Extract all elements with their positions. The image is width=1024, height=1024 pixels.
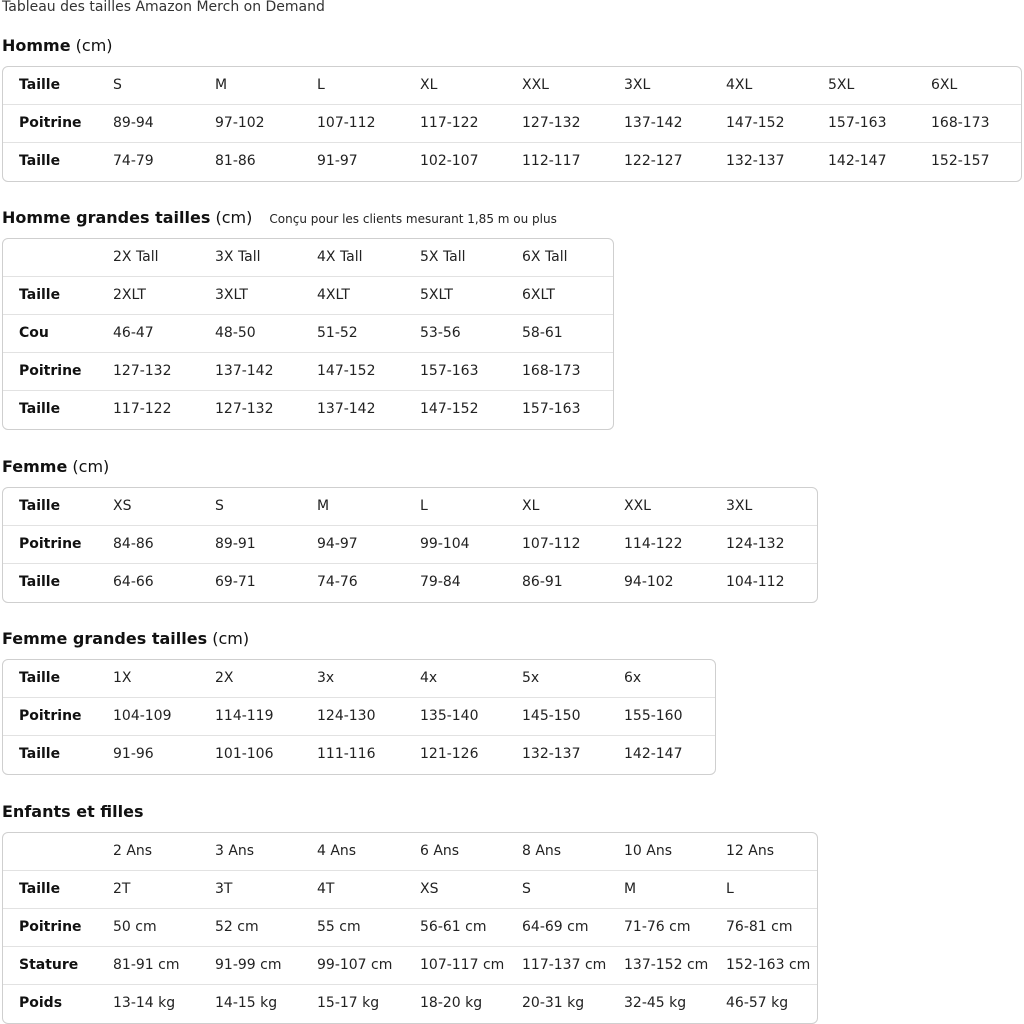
table-cell: 55 cm: [317, 919, 361, 935]
table-row: [3, 564, 817, 602]
table-cell: 89-91: [215, 536, 256, 552]
table-cell: 145-150: [522, 708, 581, 724]
section-unit: (cm): [72, 457, 110, 476]
row-header: Taille: [19, 670, 61, 686]
table-row: [3, 909, 817, 947]
table-cell: L: [420, 498, 428, 514]
table-cell: 117-122: [420, 115, 479, 131]
section-unit: (cm): [215, 208, 253, 227]
table-cell: 91-96: [113, 746, 154, 762]
section-heading-femme: [2, 457, 109, 476]
table-cell: 104-109: [113, 708, 172, 724]
table-cell: 74-79: [113, 153, 154, 169]
row-header: Taille: [19, 881, 61, 897]
table-cell: 71-76 cm: [624, 919, 691, 935]
row-header: Cou: [19, 325, 49, 341]
table-cell: 50 cm: [113, 919, 157, 935]
table-cell: 4XLT: [317, 287, 350, 303]
table-cell: 91-97: [317, 153, 358, 169]
table-cell: 168-173: [522, 363, 581, 379]
table-cell: 127-132: [215, 401, 274, 417]
table-cell: 53-56: [420, 325, 461, 341]
table-row: [3, 353, 613, 391]
table-cell: 3XL: [726, 498, 753, 514]
size-table-homme: [2, 66, 1022, 182]
table-cell: 107-112: [522, 536, 581, 552]
row-header: Taille: [19, 498, 61, 514]
table-cell: 135-140: [420, 708, 479, 724]
table-cell: 152-157: [931, 153, 990, 169]
table-row: [3, 698, 715, 736]
table-cell: 142-147: [828, 153, 887, 169]
table-row: [3, 239, 613, 277]
row-header: Taille: [19, 153, 61, 169]
table-row: [3, 871, 817, 909]
table-cell: M: [317, 498, 330, 514]
section-unit: (cm): [75, 36, 113, 55]
table-cell: 2T: [113, 881, 131, 897]
table-cell: 46-57 kg: [726, 995, 789, 1011]
table-cell: 18-20 kg: [420, 995, 483, 1011]
table-row: [3, 277, 613, 315]
section-title: Femme: [2, 457, 68, 476]
table-cell: 111-116: [317, 746, 376, 762]
section-title: Homme grandes tailles: [2, 208, 211, 227]
table-cell: 114-122: [624, 536, 683, 552]
row-header: Poitrine: [19, 536, 82, 552]
table-cell: 3 Ans: [215, 843, 255, 859]
table-row: [3, 315, 613, 353]
table-cell: 4x: [420, 670, 438, 686]
table-cell: 5XLT: [420, 287, 453, 303]
table-cell: 4 Ans: [317, 843, 357, 859]
table-row: [3, 488, 817, 526]
table-cell: L: [726, 881, 734, 897]
table-cell: XXL: [624, 498, 651, 514]
table-cell: 8 Ans: [522, 843, 562, 859]
table-cell: 64-66: [113, 574, 154, 590]
size-table-enfants-et-filles: [2, 832, 818, 1024]
table-cell: M: [624, 881, 637, 897]
page-title: Tableau des tailles Amazon Merch on Demand: [2, 0, 325, 15]
table-row: [3, 67, 1021, 105]
section-heading-femme-grandes-tailles: [2, 629, 249, 648]
table-cell: 6x: [624, 670, 642, 686]
table-cell: 117-122: [113, 401, 172, 417]
section-note: Conçu pour les clients mesurant 1,85 m ou plus: [269, 212, 557, 226]
table-cell: 157-163: [420, 363, 479, 379]
section-title: Homme: [2, 36, 71, 55]
table-cell: M: [215, 77, 228, 93]
table-cell: 127-132: [113, 363, 172, 379]
table-cell: 94-97: [317, 536, 358, 552]
table-cell: 142-147: [624, 746, 683, 762]
table-cell: 157-163: [522, 401, 581, 417]
table-cell: 112-117: [522, 153, 581, 169]
row-header: Taille: [19, 746, 61, 762]
table-cell: 6XL: [931, 77, 958, 93]
table-cell: 101-106: [215, 746, 274, 762]
row-header: Taille: [19, 287, 61, 303]
table-cell: 124-132: [726, 536, 785, 552]
row-header: Taille: [19, 574, 61, 590]
table-cell: 2X: [215, 670, 234, 686]
table-cell: 81-91 cm: [113, 957, 180, 973]
table-cell: 32-45 kg: [624, 995, 687, 1011]
size-table-femme-grandes-tailles: [2, 659, 716, 775]
table-cell: 12 Ans: [726, 843, 775, 859]
table-cell: 107-117 cm: [420, 957, 505, 973]
table-cell: L: [317, 77, 325, 93]
table-cell: 137-152 cm: [624, 957, 709, 973]
table-cell: 132-137: [726, 153, 785, 169]
row-header: Poitrine: [19, 919, 82, 935]
table-cell: 132-137: [522, 746, 581, 762]
table-cell: 76-81 cm: [726, 919, 793, 935]
table-cell: 2XLT: [113, 287, 146, 303]
table-cell: S: [215, 498, 224, 514]
row-header: Poitrine: [19, 115, 82, 131]
row-header: Taille: [19, 401, 61, 417]
table-cell: 155-160: [624, 708, 683, 724]
table-cell: 74-76: [317, 574, 358, 590]
table-row: [3, 947, 817, 985]
row-header: Poitrine: [19, 363, 82, 379]
table-cell: 64-69 cm: [522, 919, 589, 935]
table-cell: 99-107 cm: [317, 957, 393, 973]
row-header: Taille: [19, 77, 61, 93]
table-cell: 48-50: [215, 325, 256, 341]
section-unit: (cm): [212, 629, 250, 648]
table-cell: 3T: [215, 881, 233, 897]
table-cell: 5X Tall: [420, 249, 466, 265]
table-cell: 114-119: [215, 708, 274, 724]
section-heading-homme-grandes-tailles: [2, 208, 557, 227]
table-cell: 4XL: [726, 77, 753, 93]
table-cell: 81-86: [215, 153, 256, 169]
table-row: [3, 660, 715, 698]
table-row: [3, 985, 817, 1023]
section-heading-enfants-et-filles: [2, 802, 143, 821]
table-cell: 84-86: [113, 536, 154, 552]
table-cell: 13-14 kg: [113, 995, 176, 1011]
table-cell: 99-104: [420, 536, 470, 552]
table-cell: XL: [420, 77, 438, 93]
table-cell: 137-142: [215, 363, 274, 379]
table-cell: 51-52: [317, 325, 358, 341]
table-cell: 6 Ans: [420, 843, 460, 859]
table-cell: 56-61 cm: [420, 919, 487, 935]
table-cell: 86-91: [522, 574, 563, 590]
table-cell: 127-132: [522, 115, 581, 131]
table-cell: 3X Tall: [215, 249, 261, 265]
table-cell: 10 Ans: [624, 843, 673, 859]
size-table-homme-grandes-tailles: [2, 238, 614, 430]
table-cell: 97-102: [215, 115, 265, 131]
table-row: [3, 105, 1021, 143]
table-cell: 124-130: [317, 708, 376, 724]
table-cell: 107-112: [317, 115, 376, 131]
table-cell: 2 Ans: [113, 843, 153, 859]
table-cell: 6XLT: [522, 287, 555, 303]
table-cell: 157-163: [828, 115, 887, 131]
table-cell: 91-99 cm: [215, 957, 282, 973]
table-cell: 5x: [522, 670, 540, 686]
table-cell: 3XLT: [215, 287, 248, 303]
table-cell: 4T: [317, 881, 335, 897]
table-row: [3, 833, 817, 871]
table-cell: 15-17 kg: [317, 995, 380, 1011]
section-heading-homme: [2, 36, 113, 55]
row-header: Stature: [19, 957, 79, 973]
table-cell: 152-163 cm: [726, 957, 811, 973]
table-cell: 5XL: [828, 77, 855, 93]
table-cell: 58-61: [522, 325, 563, 341]
table-cell: 147-152: [420, 401, 479, 417]
table-cell: 3x: [317, 670, 335, 686]
table-row: [3, 736, 715, 774]
table-row: [3, 391, 613, 429]
table-cell: 1X: [113, 670, 132, 686]
table-cell: S: [113, 77, 122, 93]
table-cell: 4X Tall: [317, 249, 363, 265]
table-cell: 117-137 cm: [522, 957, 607, 973]
table-cell: S: [522, 881, 531, 897]
table-cell: 122-127: [624, 153, 683, 169]
table-cell: 46-47: [113, 325, 154, 341]
table-cell: 2X Tall: [113, 249, 159, 265]
table-cell: 69-71: [215, 574, 256, 590]
table-row: [3, 143, 1021, 181]
table-cell: 6X Tall: [522, 249, 568, 265]
table-cell: XL: [522, 498, 540, 514]
table-cell: XS: [113, 498, 132, 514]
table-cell: 121-126: [420, 746, 479, 762]
table-cell: XS: [420, 881, 439, 897]
table-cell: 104-112: [726, 574, 785, 590]
table-cell: 89-94: [113, 115, 154, 131]
row-header: Poids: [19, 995, 63, 1011]
size-table-femme: [2, 487, 818, 603]
table-cell: XXL: [522, 77, 549, 93]
table-cell: 79-84: [420, 574, 461, 590]
table-cell: 94-102: [624, 574, 674, 590]
section-title: Enfants et filles: [2, 802, 144, 821]
table-cell: 137-142: [624, 115, 683, 131]
table-cell: 168-173: [931, 115, 990, 131]
table-cell: 147-152: [726, 115, 785, 131]
table-cell: 3XL: [624, 77, 651, 93]
table-cell: 20-31 kg: [522, 995, 585, 1011]
table-cell: 147-152: [317, 363, 376, 379]
table-cell: 52 cm: [215, 919, 259, 935]
row-header: Poitrine: [19, 708, 82, 724]
section-title: Femme grandes tailles: [2, 629, 208, 648]
table-cell: 102-107: [420, 153, 479, 169]
table-row: [3, 526, 817, 564]
table-cell: 137-142: [317, 401, 376, 417]
table-cell: 14-15 kg: [215, 995, 278, 1011]
